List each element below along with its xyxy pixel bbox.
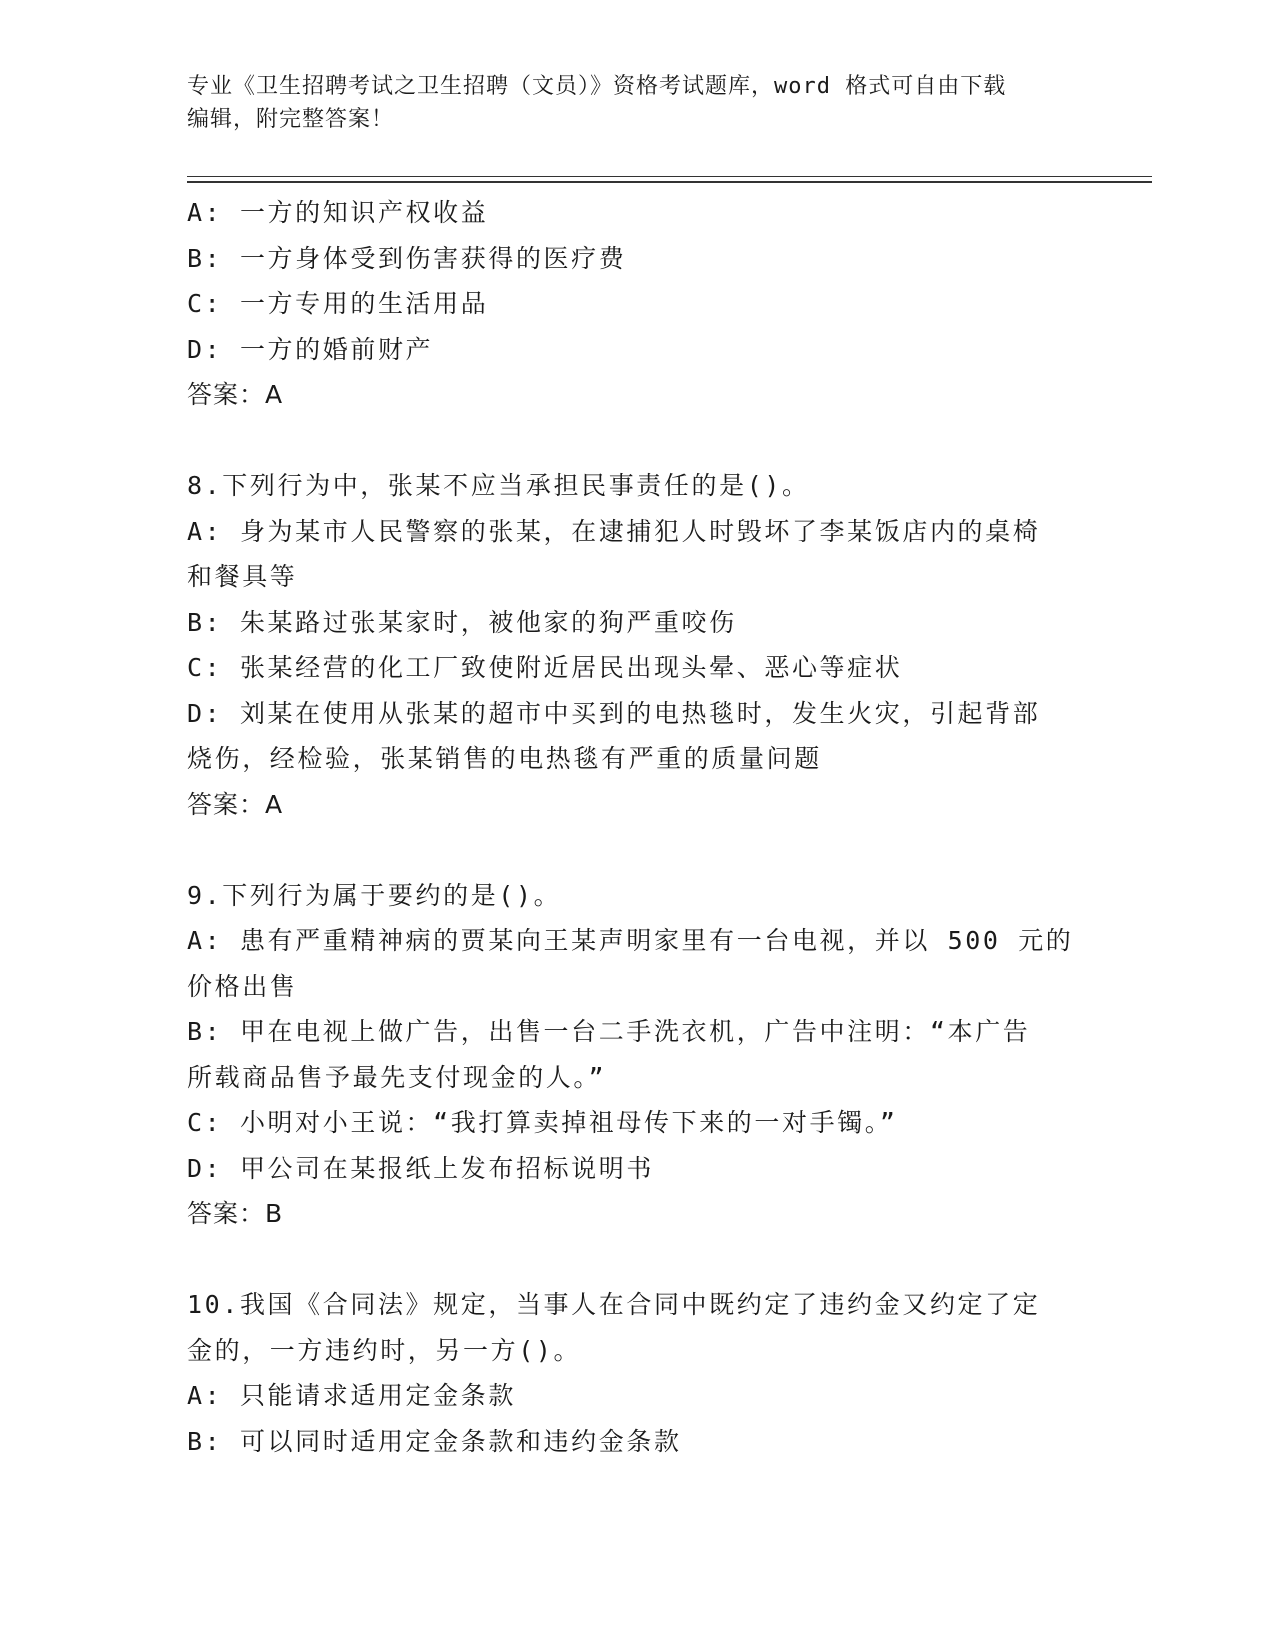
question-text: 10.我国《合同法》规定，当事人在合同中既约定了违约金又约定了定 (187, 1290, 1041, 1319)
answer-line: 答案：B (187, 1199, 284, 1228)
option-c: C: 张某经营的化工厂致使附近居民出现头晕、恶心等症状 (187, 653, 903, 682)
option-a: A: 一方的知识产权收益 (187, 198, 489, 227)
block-spacer (187, 827, 1087, 873)
question-block-7 (187, 190, 1087, 418)
option-a-continued: 价格出售 (187, 971, 298, 1001)
option-b: B: 朱某路过张某家时，被他家的狗严重咬伤 (187, 607, 737, 637)
option-c: C: 小明对小王说：“我打算卖掉祖母传下来的一对手镯。” (187, 1108, 898, 1137)
option-d: D: 一方的婚前财产 (187, 334, 434, 364)
question-block-9 (187, 873, 1087, 1237)
answer-line: 答案：A (187, 789, 284, 819)
document-header (187, 70, 1067, 136)
option-b: B: 甲在电视上做广告，出售一台二手洗衣机，广告中注明：“本广告 (187, 1017, 1031, 1046)
option-a: A: 只能请求适用定金条款 (187, 1381, 516, 1410)
question-text: 8.下列行为中，张某不应当承担民事责任的是()。 (187, 471, 810, 500)
block-spacer (187, 418, 1087, 464)
question-block-10 (187, 1282, 1087, 1464)
question-text: 9.下列行为属于要约的是()。 (187, 880, 562, 910)
question-text-continued: 金的，一方违约时，另一方()。 (187, 1335, 582, 1365)
block-spacer (187, 1237, 1087, 1283)
option-a: A: 患有严重精神病的贾某向王某声明家里有一台电视，并以 500 元的 (187, 926, 1074, 955)
question-block-8 (187, 463, 1087, 827)
option-a-continued: 和餐具等 (187, 562, 298, 591)
option-d: D: 甲公司在某报纸上发布招标说明书 (187, 1153, 654, 1183)
header-divider-thin (187, 176, 1152, 177)
option-d-continued: 烧伤，经检验，张某销售的电热毯有严重的质量问题 (187, 744, 822, 773)
option-b: B: 一方身体受到伤害获得的医疗费 (187, 243, 627, 273)
header-divider-thick (187, 181, 1152, 183)
option-b: B: 可以同时适用定金条款和违约金条款 (187, 1426, 682, 1456)
option-c: C: 一方专用的生活用品 (187, 289, 489, 318)
header-line-1: 专业《卫生招聘考试之卫生招聘（文员）》资格考试题库，word 格式可自由下载 (187, 74, 1007, 99)
answer-line: 答案：A (187, 380, 284, 409)
option-d: D: 刘某在使用从张某的超市中买到的电热毯时，发生火灾，引起背部 (187, 698, 1041, 728)
question-list (187, 190, 1087, 1464)
option-a: A: 身为某市人民警察的张某，在逮捕犯人时毁坏了李某饭店内的桌椅 (187, 516, 1041, 546)
header-line-2: 编辑，附完整答案！ (187, 107, 395, 132)
option-b-continued: 所载商品售予最先支付现金的人。” (187, 1062, 607, 1092)
